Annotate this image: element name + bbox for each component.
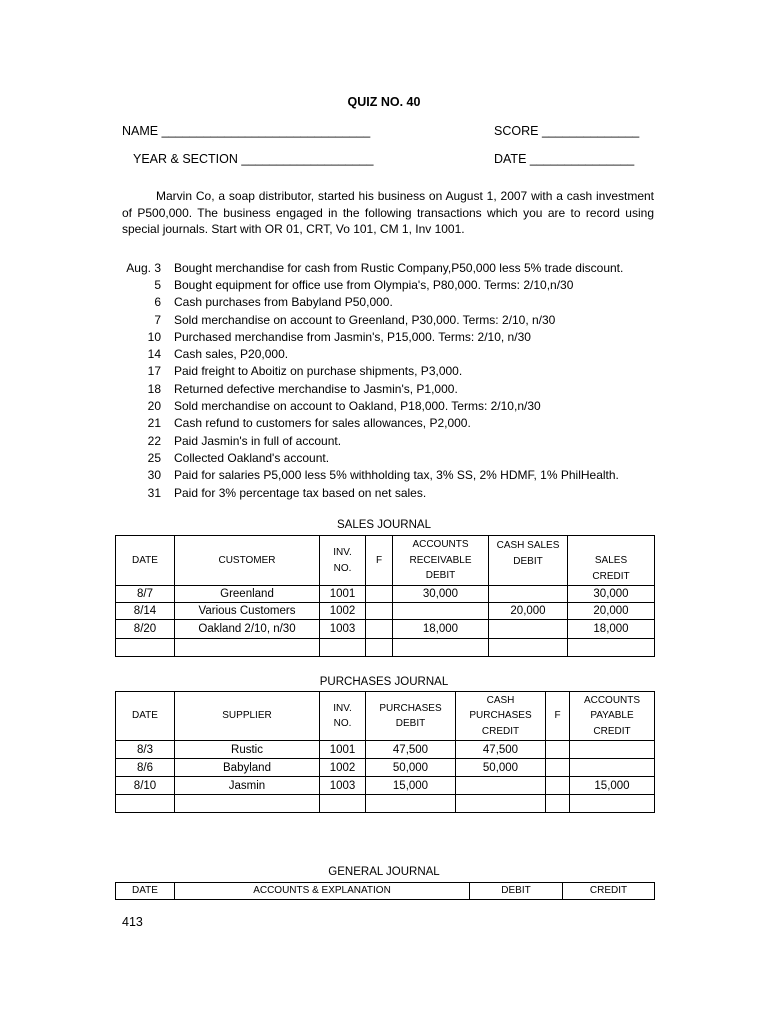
- transaction-item: [110, 294, 670, 311]
- pj-cell-purchases: 47,500: [366, 741, 456, 759]
- transaction-text: Cash sales, P20,000.: [174, 347, 289, 362]
- year-section-line: [133, 152, 373, 166]
- sj-header-ar: ACCOUNTS RECEIVABLE DEBIT: [393, 536, 489, 586]
- score-label: SCORE: [494, 124, 539, 138]
- transaction-text: Collected Oakland's account.: [174, 450, 330, 465]
- transaction-text: Bought merchandise for cash from Rustic Company,P50,000 less 5% trade discount.: [174, 260, 624, 275]
- transaction-text: Sold merchandise on account to Oakland, P18,000. Terms: 2/10,n/30: [174, 399, 541, 414]
- sj-cell-cash: 20,000: [489, 603, 568, 620]
- transaction-day: 5: [154, 277, 161, 292]
- transaction-day: 17: [147, 364, 161, 379]
- sj-header-inv: INV. NO.: [320, 536, 366, 586]
- sj-cell-cash[interactable]: [489, 639, 568, 657]
- sj-header-f: F: [366, 536, 393, 586]
- sj-header-date: DATE: [116, 536, 175, 586]
- pj-header-f: F: [546, 692, 570, 741]
- sj-cell-customer[interactable]: [175, 639, 320, 657]
- pj-cell-f[interactable]: [546, 795, 570, 813]
- transaction-text: Bought equipment for office use from Olympia's, P80,000. Terms: 2/10,n/30: [174, 277, 574, 292]
- pj-cell-cash: 47,500: [456, 741, 546, 759]
- sales-journal-header-row: [116, 536, 655, 586]
- pj-cell-supplier: Jasmin: [175, 777, 320, 795]
- pj-header-supplier: SUPPLIER: [175, 692, 320, 741]
- pj-cell-inv[interactable]: [320, 795, 366, 813]
- pj-header-inv: INV. NO.: [320, 692, 366, 741]
- transaction-text: Sold merchandise on account to Greenland, P30,000. Terms: 2/10, n/30: [174, 312, 556, 327]
- transaction-text: Paid freight to Aboitiz on purchase shipments, P3,000.: [174, 364, 463, 379]
- sj-cell-f[interactable]: [366, 639, 393, 657]
- sj-cell-sales: 18,000: [568, 620, 655, 639]
- pj-cell-ap: [570, 759, 655, 777]
- transaction-item: [110, 345, 670, 362]
- pj-cell-cash[interactable]: [456, 795, 546, 813]
- pj-header-ap: ACCOUNTS PAYABLE CREDIT: [570, 692, 655, 741]
- sj-cell-ar: 18,000: [393, 620, 489, 639]
- pj-cell-supplier[interactable]: [175, 795, 320, 813]
- pj-header-purchases: PURCHASES DEBIT: [366, 692, 456, 741]
- purchases-journal-header-row: [116, 692, 655, 741]
- sj-cell-f: [366, 620, 393, 639]
- pj-cell-date: 8/10: [116, 777, 175, 795]
- purchases-journal-title: PURCHASES JOURNAL: [319, 676, 449, 688]
- transaction-day: 7: [154, 312, 161, 327]
- pj-header-date: DATE: [116, 692, 175, 741]
- table-row: [116, 777, 655, 795]
- sj-header-sales: SALES CREDIT: [568, 536, 655, 586]
- pj-cell-purchases[interactable]: [366, 795, 456, 813]
- pj-cell-ap[interactable]: [570, 795, 655, 813]
- transaction-item: [110, 259, 670, 276]
- table-row: [116, 795, 655, 813]
- score-line: [494, 124, 639, 138]
- sj-cell-cash: [489, 586, 568, 603]
- date-line: [494, 152, 634, 166]
- quiz-title: QUIZ NO. 40: [347, 95, 421, 109]
- sj-cell-ar[interactable]: [393, 639, 489, 657]
- sj-cell-sales: 30,000: [568, 586, 655, 603]
- transaction-text: Cash refund to customers for sales allowances, P2,000.: [174, 416, 471, 431]
- pj-cell-date: 8/3: [116, 741, 175, 759]
- date-blank[interactable]: _______________: [529, 152, 635, 166]
- transaction-text: Returned defective merchandise to Jasmin's, P1,000.: [174, 381, 458, 396]
- gj-header-debit: DEBIT: [470, 883, 563, 900]
- table-row: [116, 620, 655, 639]
- transaction-day: 22: [147, 433, 161, 448]
- transaction-item: [110, 415, 670, 432]
- pj-cell-supplier: Rustic: [175, 741, 320, 759]
- sj-cell-customer: Greenland: [175, 586, 320, 603]
- transaction-day: 31: [147, 485, 161, 500]
- sales-journal-table: [115, 535, 655, 657]
- transaction-day: Aug. 3: [126, 260, 161, 275]
- table-row: [116, 741, 655, 759]
- purchases-journal-table: [115, 691, 655, 813]
- sj-cell-inv: 1002: [320, 603, 366, 620]
- sj-cell-date: 8/7: [116, 586, 175, 603]
- table-row: [116, 759, 655, 777]
- sj-cell-inv[interactable]: [320, 639, 366, 657]
- sj-cell-f: [366, 603, 393, 620]
- gj-header-credit: CREDIT: [563, 883, 655, 900]
- transaction-item: [110, 328, 670, 345]
- transaction-text: Cash purchases from Babyland P50,000.: [174, 295, 393, 310]
- transaction-item: [110, 467, 670, 484]
- transaction-day: 6: [154, 295, 161, 310]
- transaction-item: [110, 311, 670, 328]
- sj-cell-inv: 1003: [320, 620, 366, 639]
- pj-cell-supplier: Babyland: [175, 759, 320, 777]
- sj-cell-sales: 20,000: [568, 603, 655, 620]
- pj-cell-inv: 1001: [320, 741, 366, 759]
- pj-header-cash-purchases: CASH PURCHASES CREDIT: [456, 692, 546, 741]
- pj-cell-date[interactable]: [116, 795, 175, 813]
- sales-journal-title: SALES JOURNAL: [337, 519, 431, 531]
- transaction-day: 30: [147, 468, 161, 483]
- name-blank[interactable]: ______________________________: [161, 124, 371, 138]
- transaction-item: [110, 397, 670, 414]
- gj-header-accounts: ACCOUNTS & EXPLANATION: [175, 883, 470, 900]
- general-journal-table: [115, 882, 655, 900]
- sj-cell-date: 8/20: [116, 620, 175, 639]
- pj-cell-inv: 1002: [320, 759, 366, 777]
- transaction-day: 21: [147, 416, 161, 431]
- pj-cell-cash: [456, 777, 546, 795]
- pj-cell-cash: 50,000: [456, 759, 546, 777]
- pj-cell-inv: 1003: [320, 777, 366, 795]
- name-line: [122, 124, 370, 138]
- sj-cell-inv: 1001: [320, 586, 366, 603]
- transaction-day: 20: [147, 399, 161, 414]
- transaction-day: 18: [147, 381, 161, 396]
- name-label: NAME: [122, 124, 159, 138]
- pj-cell-ap: [570, 741, 655, 759]
- transaction-text: Purchased merchandise from Jasmin's, P15,000. Terms: 2/10, n/30: [174, 329, 531, 344]
- sj-cell-date[interactable]: [116, 639, 175, 657]
- transaction-item: [110, 449, 670, 466]
- year-section-label: YEAR & SECTION: [133, 152, 238, 166]
- gj-header-date: DATE: [116, 883, 175, 900]
- sj-cell-ar: [393, 603, 489, 620]
- score-blank[interactable]: ______________: [541, 124, 640, 138]
- transaction-text: Paid for 3% percentage tax based on net sales.: [174, 485, 427, 500]
- transaction-day: 14: [147, 347, 161, 362]
- pj-cell-ap: 15,000: [570, 777, 655, 795]
- transaction-list: [110, 259, 670, 501]
- pj-cell-f: [546, 741, 570, 759]
- date-label: DATE: [494, 152, 527, 166]
- pj-cell-date: 8/6: [116, 759, 175, 777]
- transaction-item: [110, 380, 670, 397]
- year-section-blank[interactable]: ___________________: [241, 152, 374, 166]
- transaction-item: [110, 432, 670, 449]
- pj-cell-f: [546, 759, 570, 777]
- sj-cell-cash: [489, 620, 568, 639]
- transaction-item: [110, 484, 670, 501]
- transaction-item: [110, 363, 670, 380]
- page-number: 413: [122, 915, 143, 929]
- general-journal-header-row: [116, 883, 655, 900]
- sj-cell-f: [366, 586, 393, 603]
- pj-cell-purchases: 15,000: [366, 777, 456, 795]
- pj-cell-f: [546, 777, 570, 795]
- sj-cell-customer: Various Customers: [175, 603, 320, 620]
- transaction-day: 10: [147, 329, 161, 344]
- table-row: [116, 639, 655, 657]
- sj-cell-date: 8/14: [116, 603, 175, 620]
- transaction-text: Paid for salaries P5,000 less 5% withholding tax, 3% SS, 2% HDMF, 1% PhilHealth.: [174, 468, 619, 483]
- transaction-text: Paid Jasmin's in full of account.: [174, 433, 342, 448]
- pj-cell-purchases: 50,000: [366, 759, 456, 777]
- transaction-item: [110, 276, 670, 293]
- sj-cell-customer: Oakland 2/10, n/30: [175, 620, 320, 639]
- sj-cell-ar: 30,000: [393, 586, 489, 603]
- intro-paragraph: Marvin Co, a soap distributor, started his business on August 1, 2007 with a cash investment of P500,000. The business engaged in the following transactions which you are to record using special journals. Start with OR 01, CRT, Vo 101, CM 1, Inv 1001.: [122, 189, 654, 236]
- sj-cell-sales[interactable]: [568, 639, 655, 657]
- sj-header-cash-sales: CASH SALES DEBIT: [489, 536, 568, 586]
- general-journal-title: GENERAL JOURNAL: [328, 866, 440, 878]
- sj-header-customer: CUSTOMER: [175, 536, 320, 586]
- table-row: [116, 586, 655, 603]
- transaction-day: 25: [147, 450, 161, 465]
- table-row: [116, 603, 655, 620]
